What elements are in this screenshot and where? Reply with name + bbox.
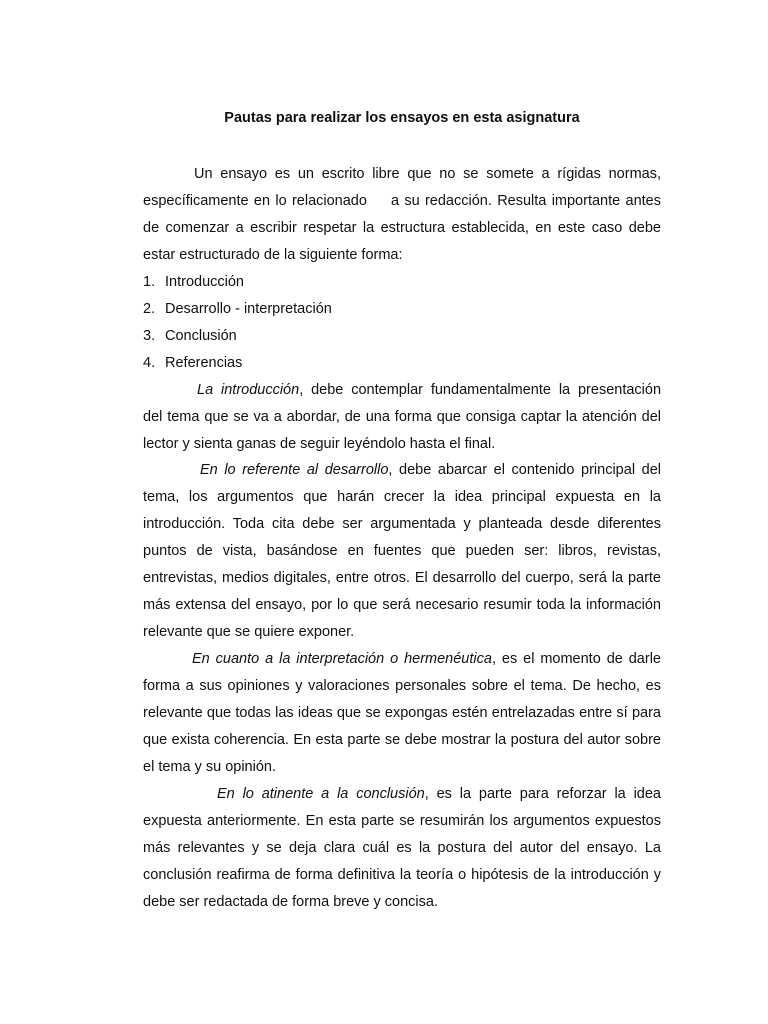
list-item [143,296,661,323]
section-text: , es la parte para reforzar la idea expuesta anteriormente. En esta parte se resumirán los argumentos expuestos más relevantes y se deja clara cuál es la postura del autor del ensayo. La conclusión reafirma de forma definitiva la teoría o hipótesis de la introducción y debe ser redactada de forma breve y concisa. [143,785,661,910]
list-item-text: Introducción [165,273,244,290]
intro-text-part2: a su redacción. Resulta importante antes de comenzar a escribir respetar la estructura establecida, en este caso debe estar estructurado de la siguiente forma: [143,192,661,263]
section-text: , debe abarcar el contenido principal del tema, los argumentos que harán crecer la idea principal expuesta en la introducción. Toda cita debe ser argumentada y planteada desde diferentes puntos de vista, basándose en fuentes que pueden ser: libros, revistas, entrevistas, medios digitales, entre otros. El desarrollo del cuerpo, será la parte más extensa del ensayo, por lo que será necesario resumir toda la información relevante que se quiere exponer. [143,462,661,641]
list-item-number: 3. [143,327,156,344]
section-lead: En lo atinente a la conclusión [217,785,425,802]
section-desarrollo [143,457,661,646]
document-title: Pautas para realizar los ensayos en esta asignatura [224,110,580,126]
list-item-number: 4. [143,354,156,371]
list-item-number: 2. [143,300,156,317]
section-conclusion [143,781,661,916]
list-item-number: 1. [143,273,156,290]
document-body [143,161,661,916]
section-lead: En lo referente al desarrollo [200,462,389,479]
section-lead: En cuanto a la interpretación o hermenéutica [192,651,492,668]
section-text: , es el momento de darle forma a sus opiniones y valoraciones personales sobre el tema. De hecho, es relevante que todas las ideas que se expongas estén entrelazadas entre sí para que exista coherencia. En esta parte se debe mostrar la postura del autor sobre el tema y su opinión. [143,651,661,775]
list-item-text: Desarrollo - interpretación [165,300,332,317]
list-item-text: Referencias [165,354,243,371]
section-introduccion [143,377,661,458]
list-item [143,323,661,350]
intro-paragraph [143,161,661,269]
section-text: , debe contemplar fundamentalmente la presentación del tema que se va a abordar, de una forma que consiga captar la atención del lector y sienta ganas de seguir leyéndolo hasta el final. [143,381,662,452]
list-item [143,350,661,377]
list-item-text: Conclusión [165,327,237,344]
section-interpretacion [143,646,661,781]
intro-text-part1: Un ensayo es un escrito libre que no se somete a rígidas normas, específicamente en lo relacionado [143,166,661,209]
list-item [143,269,661,296]
section-lead: La introducción [197,381,300,398]
structure-list [143,269,661,377]
